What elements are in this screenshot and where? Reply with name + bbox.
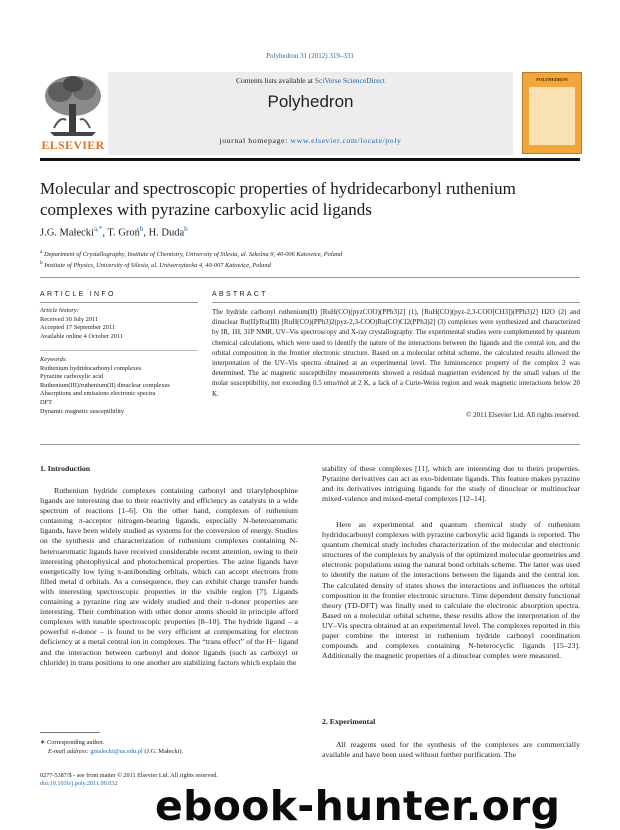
abstract-text: The hydride carbonyl ruthenium(II) [RuH(CO)(pyzCOO)(PPh3)2] (1), [RuH(CO)(pyz-2,3-COO[CH3])(PPh3)2] H2O (2) and dinuclear Ru(II)/Ru(III) [RuH(CO)(PPh3)2(pyz-2,3-COO)Ru(CO)Cl2(PPh3)2] (3) complexes were synthesized and characterized by IR, 1H, 31P NMR, UV–Vis spectroscopy and X-ray crystallography. The experimental studies were complemented by quantum chemical calculations, which were used to identify the nature of the interactions between the ligands and the central ion, and the orbital composition in the frontier electronic structure. Based on a molecular orbital scheme, the calculated results allowed the interpretation of the UV–Vis spectra obtained at an experimental level. The luminescence property of the complex 2 was determined. The ac magnetic susceptibility measurements showed a residual magnetism evidenced by the small values of the molar susceptibility, not exceeding 0.5 emu/mol at 2 K, a lack of a Curie-Weiss region and weak magnetic interactions below 20 K. (212, 308, 580, 398)
keyword-item: Ruthenium hydridocarbonyl complexes (40, 364, 142, 372)
divider (40, 277, 580, 278)
divider (212, 302, 580, 303)
header-divider (40, 158, 580, 161)
experimental-paragraph: All reagents used for the synthesis of the complexes are commercially available and have been used without further purification. The (322, 740, 580, 760)
accepted-date: Accepted 17 September 2011 (40, 324, 116, 332)
author-name: J.G. Małecki (40, 227, 94, 239)
copyright-notice: © 2011 Elsevier Ltd. All rights reserved. (466, 411, 580, 419)
keyword-item: DFT (40, 398, 53, 406)
history-label: Article history: (40, 307, 79, 314)
corresponding-author-note: ∗ Corresponding author. (40, 739, 105, 746)
divider (40, 444, 580, 445)
homepage-line (108, 136, 513, 145)
footnote-divider (40, 732, 100, 733)
author-name: T. Groń (107, 227, 140, 239)
watermark-text: ebook-hunter.org (155, 782, 561, 830)
article-title (40, 178, 580, 220)
contents-prefix: Contents lists available at (236, 76, 315, 85)
email-link[interactable]: gmalecki@us.edu.pl (90, 748, 143, 755)
homepage-link[interactable]: www.elsevier.com/locate/poly (290, 136, 402, 145)
divider (40, 350, 198, 351)
article-history (40, 307, 200, 341)
doi-link[interactable]: doi:10.1016/j.poly.2011.09.032 (40, 780, 118, 787)
homepage-prefix: journal homepage: (219, 136, 291, 145)
author-affiliation-mark[interactable]: b (139, 225, 144, 233)
keyword-item: Dynamic magnetic susceptibility (40, 407, 125, 415)
author-name: H. Duda (148, 227, 185, 239)
author-affiliation-mark[interactable]: b (184, 225, 188, 233)
divider (40, 302, 198, 303)
cover-art (529, 87, 575, 145)
keyword-item: Absorptions and emissions electronic spectra (40, 390, 156, 398)
affiliations (40, 248, 580, 270)
journal-reference[interactable]: Polyhedron 31 (2012) 319–331 (266, 52, 354, 60)
abstract-heading: ABSTRACT (212, 291, 268, 298)
cover-label: POLYHEDRON (536, 77, 568, 82)
title-line-2: complexes with pyrazine carboxylic acid ligands (40, 200, 372, 219)
title-line-1: Molecular and spectroscopic properties of hydridecarbonyl ruthenium (40, 179, 516, 198)
contents-line (108, 76, 513, 85)
elsevier-wordmark: ELSEVIER (41, 138, 105, 152)
article-info-heading: ARTICLE INFO (40, 291, 116, 298)
keyword-item: Ruthenium(III)/ruthenium(II) dinuclear complexes (40, 381, 170, 389)
keyword-item: Pyrazine carboxylic acid (40, 373, 104, 381)
body-paragraph: Here an experimental and quantum chemical study of ruthenium hydridocarbonyl complexes with pyrazine carboxylic acid ligands is reported. The quantum chemical study includes characterization of the molecular and electronic structures of the complexes by analysis of the optimized molecular geometries and electronic populations using the natural bond orbitals scheme. The latter was used to identify the nature of the interactions between the ligands and the central ion. The calculated density of states shows the interactions and influences the orbital composition in the frontier electronic structure. Time dependent density functional theory (TD-DFT) was finally used to calculate the electronic absorption spectra. Based on a molecular orbital scheme, these results allow the interpretation of the UV–Vis spectra obtained at an experimental level. The complexes reported in this paper combine the interest in ruthenium hydride carbonyl coordination compounds and complexes containing N-heterocyclic ligands [15–23]. Additionally the magnetic properties of a dinuclear complex were measured. (322, 520, 580, 661)
email-note: E-mail address: gmalecki@us.edu.pl (J.G. Małecki). (48, 748, 184, 755)
issn-line: 0277-5387/$ - see front matter © 2011 Elsevier Ltd. All rights reserved. (40, 772, 218, 779)
introduction-paragraph: Ruthenium hydride complexes containing carbonyl and triarylphosphine ligands are interesting due to their reactivity and efficiency as catalysts in a wide spectrum of reactions [1–6]. On the other hand, complexes of ruthenium containing π-acceptor nitrogen-bearing ligands, especially N-heteroaromatic ligands, have been widely studied as systems for the conversion of energy. Studies on the synthesis and characterization of ruthenium complexes containing N-heteroaromatic ligands have received considerable recent attention, owing to their interesting photophysical and photochemical properties. The azine ligands have energetically low lying π-antibonding orbitals, which can accept electrons from filled metal d orbitals. As a consequence, they can exhibit charge transfer bands with interesting spectroscopic properties in the visible region [7]. Ligands containing a pyrazine ring are widely studied and their π-donor properties are interesting. Their combination with other donor atoms should in principle afford complexes with tunable spectroscopic properties [8–10]. The hydride ligand – a powerful σ-donor – is found to be very efficient at compensating for electron deficiency at a metal central ion in complexes. The “trans effect” of the H− ligand and the interaction between carbonyl and donor ligands (such as carboxyl or chloride) in trans positions to one another are stabilizing factors which explain the (40, 486, 298, 667)
author-affiliation-mark[interactable]: a,* (93, 225, 103, 233)
received-date: Received 30 July 2011 (40, 315, 99, 323)
affiliation-a: $^a$ Department of Crystallography, Institute of Chemistry, University of Silesia, ul. Szkolna 9, 40-006 Katowice, Poland (40, 249, 343, 259)
keywords (40, 356, 200, 416)
affiliation-b: $^b$ Institute of Physics, University of Silesia, ul. Uniwersytecka 4, 40-007 Katowice, Poland (40, 260, 271, 270)
online-date: Available online 4 October 2011 (40, 332, 124, 340)
journal-title: Polyhedron (267, 92, 354, 111)
section-heading-introduction: 1. Introduction (40, 464, 91, 473)
section-heading-experimental: 2. Experimental (322, 717, 376, 726)
body-paragraph: stability of these complexes [11], which are interesting due to theirs properties. Pyrazine derivatives can act as exo-bidentate ligands. This feature makes pyrazine and its derivatives intriguing ligands for the study of dinuclear or multinuclear mixed-valence and mixed-metal complexes [12–14]. (322, 464, 580, 504)
sciencedirect-link[interactable]: SciVerse ScienceDirect (314, 76, 385, 85)
journal-cover-thumbnail[interactable] (522, 72, 582, 154)
author-list: J.G. Małecki$^{a,*}$, T. Groń$^b$, H. Duda$^b$ (40, 225, 188, 239)
keywords-label: Keywords: (40, 356, 68, 363)
